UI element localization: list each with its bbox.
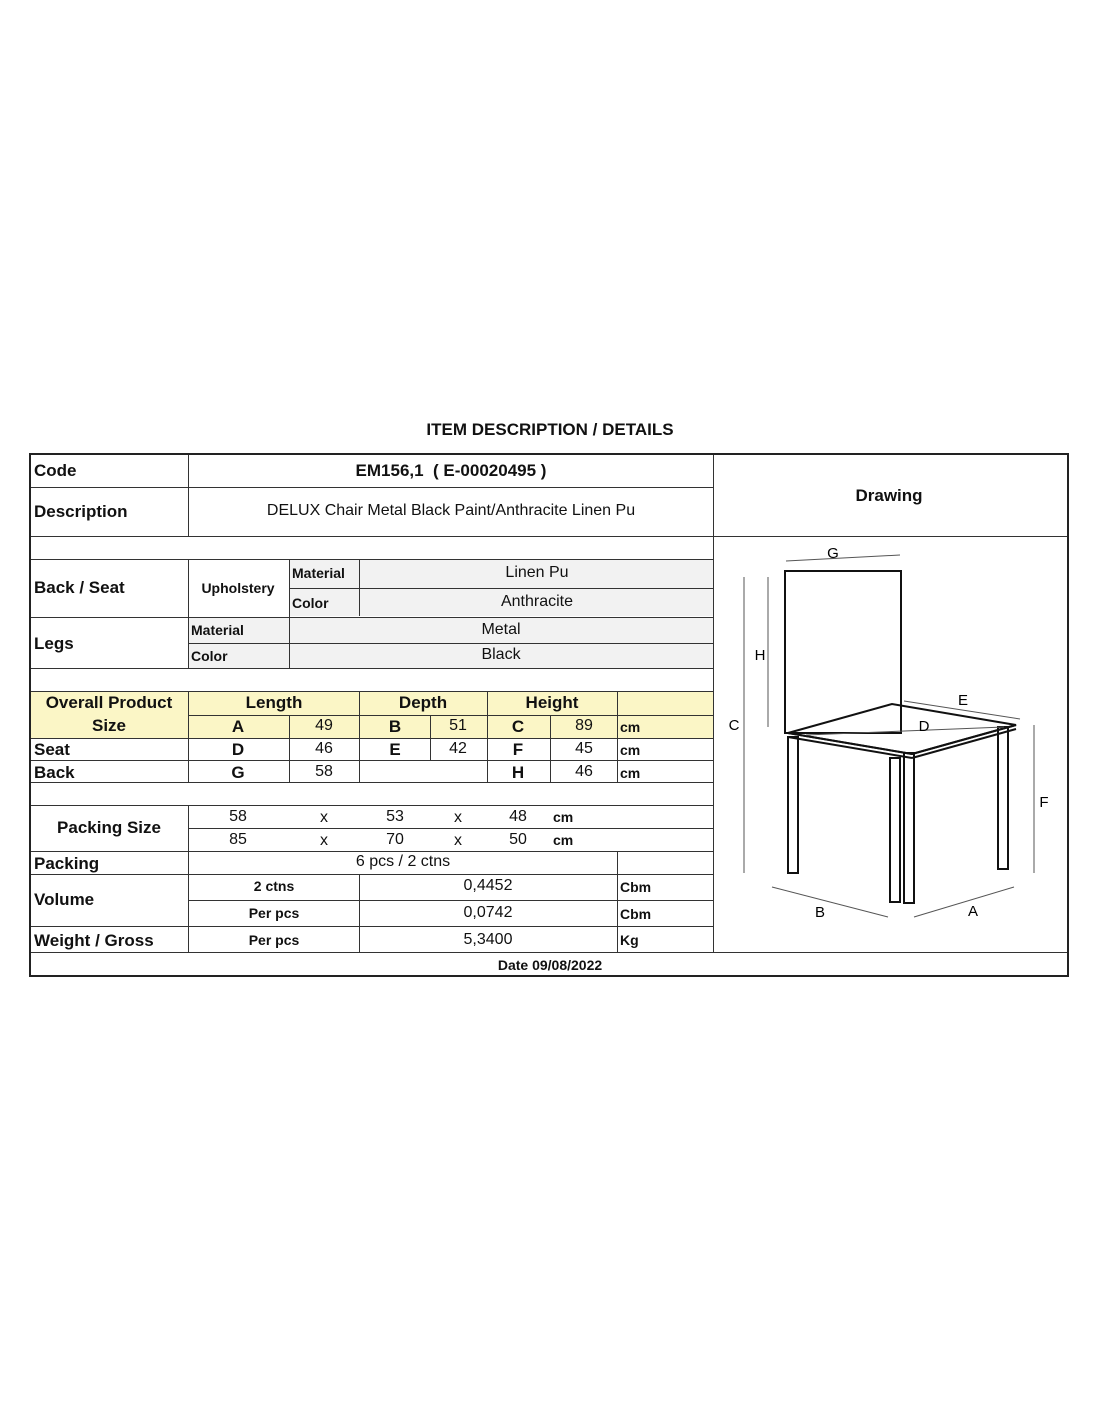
volume-desc: Per pcs (248, 905, 300, 921)
divider (31, 851, 713, 852)
volume-unit: Cbm (620, 879, 652, 895)
divider (188, 643, 713, 644)
overall-size-label-2: Size (91, 716, 127, 735)
page-title: ITEM DESCRIPTION / DETAILS (426, 420, 674, 439)
divider (617, 692, 618, 782)
divider (31, 559, 713, 560)
dim-letter: G (231, 763, 245, 782)
dim-letter: F (512, 740, 524, 759)
packing-size-label: Packing Size (57, 818, 161, 837)
chair-leg-icon (890, 758, 900, 902)
code-label: Code (34, 461, 77, 480)
pack-value: 70 (386, 831, 404, 848)
pack-value: 50 (509, 831, 527, 848)
upholstery-color-label: Color (292, 595, 329, 611)
upholstery-label: Upholstery (201, 580, 275, 596)
chair-leg-icon (904, 753, 914, 903)
divider (188, 828, 713, 829)
volume-desc: 2 ctns (253, 878, 295, 894)
dim-letter: H (511, 763, 525, 782)
drawing-label: Drawing (855, 486, 923, 505)
divider (31, 617, 713, 618)
pack-x: x (320, 832, 328, 849)
length-header: Length (245, 693, 303, 712)
divider (31, 952, 1067, 953)
dim-value: 46 (315, 740, 333, 757)
dim-unit: cm (620, 765, 641, 781)
pack-x: x (454, 832, 462, 849)
divider (31, 738, 713, 739)
dim-unit: cm (620, 719, 641, 735)
dim-value: 45 (575, 740, 593, 757)
volume-value: 0,0742 (463, 904, 513, 921)
depth-header: Depth (398, 693, 448, 712)
chair-leg-icon (998, 727, 1008, 869)
divider (487, 692, 488, 782)
label-a: A (967, 903, 979, 920)
legs-color-label: Color (191, 648, 228, 664)
divider (188, 806, 189, 952)
weight-label: Weight / Gross (34, 931, 154, 950)
pack-x: x (320, 809, 328, 826)
pack-value: 58 (229, 808, 247, 825)
description-label: Description (34, 502, 128, 521)
packing-label: Packing (34, 854, 100, 873)
divider (289, 588, 713, 589)
packing-value: 6 pcs / 2 ctns (355, 853, 451, 870)
back-seat-label: Back / Seat (34, 578, 125, 597)
dim-value: 46 (575, 763, 593, 780)
dim-letter: B (388, 717, 402, 736)
divider (31, 926, 713, 927)
divider (188, 560, 189, 668)
divider (188, 692, 189, 782)
dim-letter: A (231, 717, 245, 736)
divider (359, 875, 360, 952)
pack-value: 48 (509, 808, 527, 825)
label-f: F (1039, 794, 1049, 811)
chair-back-icon (785, 571, 901, 733)
divider (550, 716, 551, 782)
label-d: D (918, 718, 930, 735)
legs-material-label: Material (191, 622, 244, 638)
dim-value: 42 (449, 740, 467, 757)
label-h: H (754, 647, 766, 664)
divider (31, 805, 713, 806)
overall-size-label-1: Overall Product (45, 693, 173, 712)
back-label: Back (34, 763, 75, 782)
dim-value: 89 (575, 717, 593, 734)
divider (359, 560, 360, 616)
chair-leg-icon (788, 737, 798, 873)
label-b: B (814, 904, 826, 921)
divider (31, 668, 713, 669)
legs-label: Legs (34, 634, 74, 653)
upholstery-color-value: Anthracite (500, 593, 574, 610)
code-value: EM156,1 ( E-00020495 ) (355, 461, 547, 480)
dim-value: 51 (449, 717, 467, 734)
divider (31, 691, 713, 692)
label-g: G (827, 545, 839, 562)
description-value: DELUX Chair Metal Black Paint/Anthracite Linen Pu (266, 502, 636, 519)
divider (359, 692, 360, 782)
divider (31, 782, 713, 783)
divider (31, 760, 713, 761)
divider (289, 560, 290, 668)
divider (289, 716, 290, 782)
weight-value: 5,3400 (463, 931, 513, 948)
label-c: C (728, 717, 740, 734)
dim-value: 49 (315, 717, 333, 734)
upholstery-material-label: Material (292, 565, 345, 581)
chair-drawing (714, 537, 1066, 951)
pack-value: 85 (229, 831, 247, 848)
label-e: E (957, 692, 969, 709)
pack-unit: cm (553, 809, 574, 825)
dim-unit: cm (620, 742, 641, 758)
divider (31, 487, 713, 488)
pack-value: 53 (386, 808, 404, 825)
date-label: Date 09/08/2022 (497, 957, 603, 973)
divider (617, 852, 618, 952)
volume-label: Volume (34, 890, 95, 909)
dim-value: 58 (315, 763, 333, 780)
legs-color-value: Black (481, 646, 521, 663)
upholstery-material-value: Linen Pu (505, 564, 569, 581)
divider (31, 874, 713, 875)
seat-label: Seat (34, 740, 70, 759)
height-header: Height (525, 693, 579, 712)
volume-unit: Cbm (620, 906, 652, 922)
weight-unit: Kg (620, 932, 639, 948)
divider (188, 715, 713, 716)
volume-value: 0,4452 (463, 877, 513, 894)
pack-unit: cm (553, 832, 574, 848)
divider (188, 900, 713, 901)
dim-letter: D (231, 740, 245, 759)
weight-desc: Per pcs (248, 932, 300, 948)
divider (430, 716, 431, 760)
dim-letter: E (389, 740, 401, 759)
legs-material-value: Metal (481, 621, 521, 638)
pack-x: x (454, 809, 462, 826)
divider (188, 455, 189, 536)
dim-letter: C (511, 717, 525, 736)
